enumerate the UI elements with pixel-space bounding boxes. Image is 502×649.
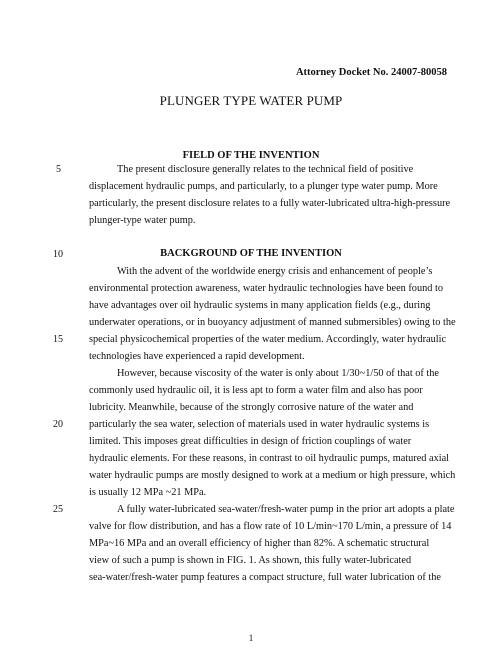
text-line: underwater operations, or in buoyancy adjustment of manned submersibles) owing to the — [89, 317, 456, 328]
text-line: The present disclosure generally relates to the technical field of positive — [117, 164, 414, 175]
attorney-docket-number: Attorney Docket No. 24007-80058 — [295, 67, 447, 78]
heading-background-of-invention: BACKGROUND OF THE INVENTION — [160, 248, 342, 259]
line-number: 20 — [53, 419, 63, 430]
text-line: plunger-type water pump. — [89, 215, 196, 226]
text-line: is usually 12 MPa ~21 MPa. — [89, 487, 207, 498]
text-line: have advantages over oil hydraulic systems in many application fields (e.g., during — [89, 300, 431, 311]
text-line: particularly, the present disclosure relates to a fully water-lubricated ultra-high-pressure — [89, 198, 451, 209]
text-line: environmental protection awareness, water hydraulic technologies have been found to — [89, 283, 443, 294]
text-line: limited. This imposes great difficulties in design of friction couplings of water — [89, 436, 412, 447]
text-line: MPa~16 MPa and an overall efficiency of higher than 82%. A schematic structural — [89, 538, 430, 549]
page-number: 1 — [248, 633, 254, 643]
heading-field-of-invention: FIELD OF THE INVENTION — [182, 150, 320, 161]
line-number: 5 — [56, 164, 61, 175]
line-number: 15 — [53, 334, 63, 345]
text-line: commonly used hydraulic oil, it is less apt to form a water film and also has poor — [89, 385, 423, 396]
text-line: sea-water/fresh-water pump features a compact structure, full water lubrication of the — [89, 572, 441, 583]
text-line: special physicochemical properties of the water medium. Accordingly, water hydraulic — [89, 334, 447, 345]
text-line: particularly the sea water, selection of materials used in water hydraulic systems is — [89, 419, 430, 430]
document-title: PLUNGER TYPE WATER PUMP — [159, 93, 343, 108]
text-line: However, because viscosity of the water is only about 1/30~1/50 of that of the — [117, 368, 439, 379]
text-line: view of such a pump is shown in FIG. 1. As shown, this fully water-lubricated — [89, 555, 412, 566]
line-number: 10 — [53, 249, 63, 260]
text-line: lubricity. Meanwhile, because of the strongly corrosive nature of the water and — [89, 402, 414, 413]
text-line: displacement hydraulic pumps, and particularly, to a plunger type water pump. More — [89, 181, 438, 192]
text-line: With the advent of the worldwide energy crisis and enhancement of people’s — [117, 266, 433, 277]
text-line: valve for flow distribution, and has a flow rate of 10 L/min~170 L/min, a pressure of 14 — [89, 521, 452, 532]
text-line: hydraulic elements. For these reasons, in contrast to oil hydraulic pumps, matured axial — [89, 453, 450, 464]
text-line: A fully water-lubricated sea-water/fresh-water pump in the prior art adopts a plate — [117, 504, 455, 515]
line-number: 25 — [53, 504, 63, 515]
text-line: technologies have experienced a rapid development. — [89, 351, 305, 362]
text-line: water hydraulic pumps are mostly designed to work at a medium or high pressure, which — [89, 470, 456, 481]
